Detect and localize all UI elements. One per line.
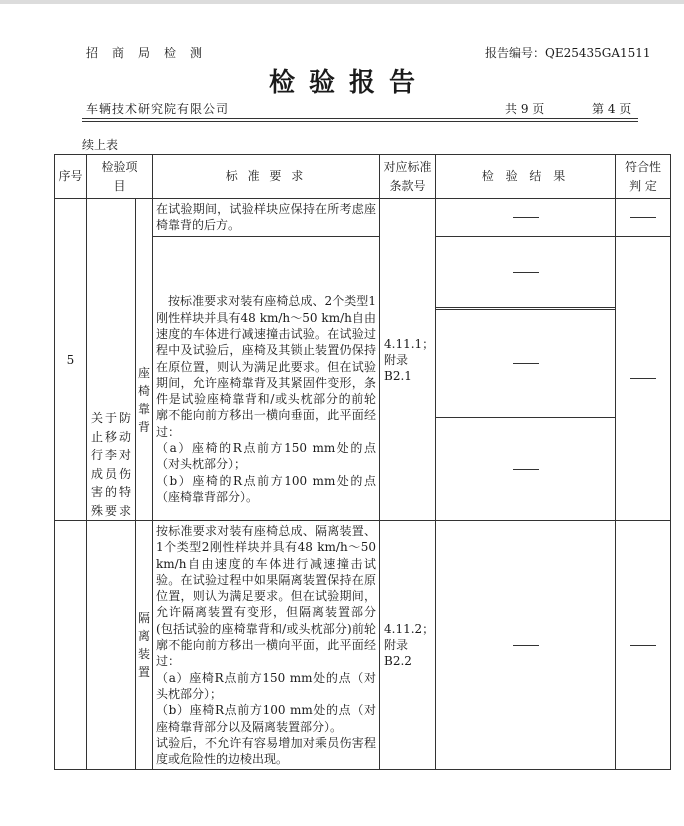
header-conformity: 符合性判 定 [616, 155, 671, 199]
inspection-table-partition [54, 520, 671, 770]
row-item: 关于防止移动行李对成员伤害的特殊要求 [87, 199, 136, 521]
continued-label: 续上表 [82, 138, 119, 152]
top-edge [0, 0, 684, 4]
seat-back-result-3 [436, 309, 616, 417]
partition-req-b: （b）座椅R点前方100 mm处的点（对座椅靠背部分以及隔离装置部分）。 [156, 703, 376, 734]
table-row [55, 199, 671, 237]
header-rule [82, 118, 638, 119]
partition-req-a: （a）座椅R点前方150 mm处的点（对头枕部分）； [156, 670, 376, 701]
seat-back-label: 座椅靠背 [138, 365, 151, 434]
partition-clause: 4.11.2；附录B2.2 [384, 622, 435, 669]
seat-back-result-4 [436, 417, 616, 520]
seat-back-result-2 [436, 236, 616, 307]
partition-req: 按标准要求对装有座椅总成、隔离装置、1个类型2刚性样块并具有48 km/h～50 km/h自由速度的车体进行减速撞击试验。在试验过程中如果隔离装置保持在原位置，则认为满足要求。但在试验期间，允许隔离装置有变形，但隔离装置部分(包括试验的座椅靠背和/或头枕部分)前轮廓不能向前方移出一横向平面，此平面经过： [156, 524, 376, 669]
seat-back-clause: 4.11.1；附录B2.1 [384, 336, 435, 383]
seat-back-req-2a: （a）座椅的R点前方150 mm处的点（对头枕部分）； [156, 441, 376, 472]
seat-back-label-cell [136, 199, 153, 521]
seat-back-req-1: 在试验期间，试验样块应保持在所考虑座椅靠背的后方。 [156, 202, 376, 233]
header-seq: 序号 [55, 155, 87, 199]
seat-back-req-2b: （b）座椅的R点前方100 mm处的点（座椅靠背部分）。 [156, 473, 376, 504]
report-title: 检验报告 [268, 68, 429, 98]
seat-back-req-2: 按标准要求对装有座椅总成、2个类型1刚性样块并具有48 km/h～50 km/h自由速度的车体进行减速撞击试验。在试验过程中及试验后，座椅及其锁止装置仍保持在原位置，则认为满足此要求。但在试验期间，允许座椅靠背及其紧固件变形，条件是试验座椅靠背和/或头枕部分的前轮廓不能向前方移出一横向垂面，此平面经过： [156, 294, 376, 439]
header-item: 检验项目 [87, 155, 153, 199]
table-row [55, 521, 671, 770]
seat-back-conformity-2 [616, 236, 671, 520]
page-total: 共 9 页 [505, 102, 545, 116]
report-number: 报告编号：QE25435GA1511 [485, 46, 651, 60]
seat-back-result-1 [436, 199, 616, 237]
inspection-table [54, 154, 671, 521]
partition-clause-cell [380, 521, 436, 770]
table-header-row [55, 155, 671, 199]
seat-back-req-2-cell [153, 236, 380, 520]
issuer-name: 招商局检测 [86, 46, 217, 60]
dash-mark [513, 217, 539, 218]
header-result: 检 验 结 果 [436, 155, 616, 199]
partition-label: 隔离装置 [138, 611, 151, 680]
seat-back-clause-cell [380, 199, 436, 521]
header-rule-double [82, 121, 638, 122]
header-clause: 对应标准条款号 [380, 155, 436, 199]
page-current: 第 4 页 [592, 102, 632, 116]
partition-req-c: 试验后，不允许有容易增加对乘员伤害程度或危险性的边棱出现。 [156, 735, 376, 767]
partition-label-cell [136, 521, 153, 770]
seat-back-conformity-1 [616, 199, 671, 237]
partition-conformity [616, 521, 671, 770]
seat-back-req-1-cell [153, 199, 380, 237]
dash-mark [630, 217, 656, 218]
company-name: 车辆技术研究院有限公司 [86, 102, 230, 116]
header-requirement: 标 准 要 求 [153, 155, 380, 199]
partition-req-cell [153, 521, 380, 770]
row-seq: 5 [55, 199, 87, 521]
partition-result [436, 521, 616, 770]
